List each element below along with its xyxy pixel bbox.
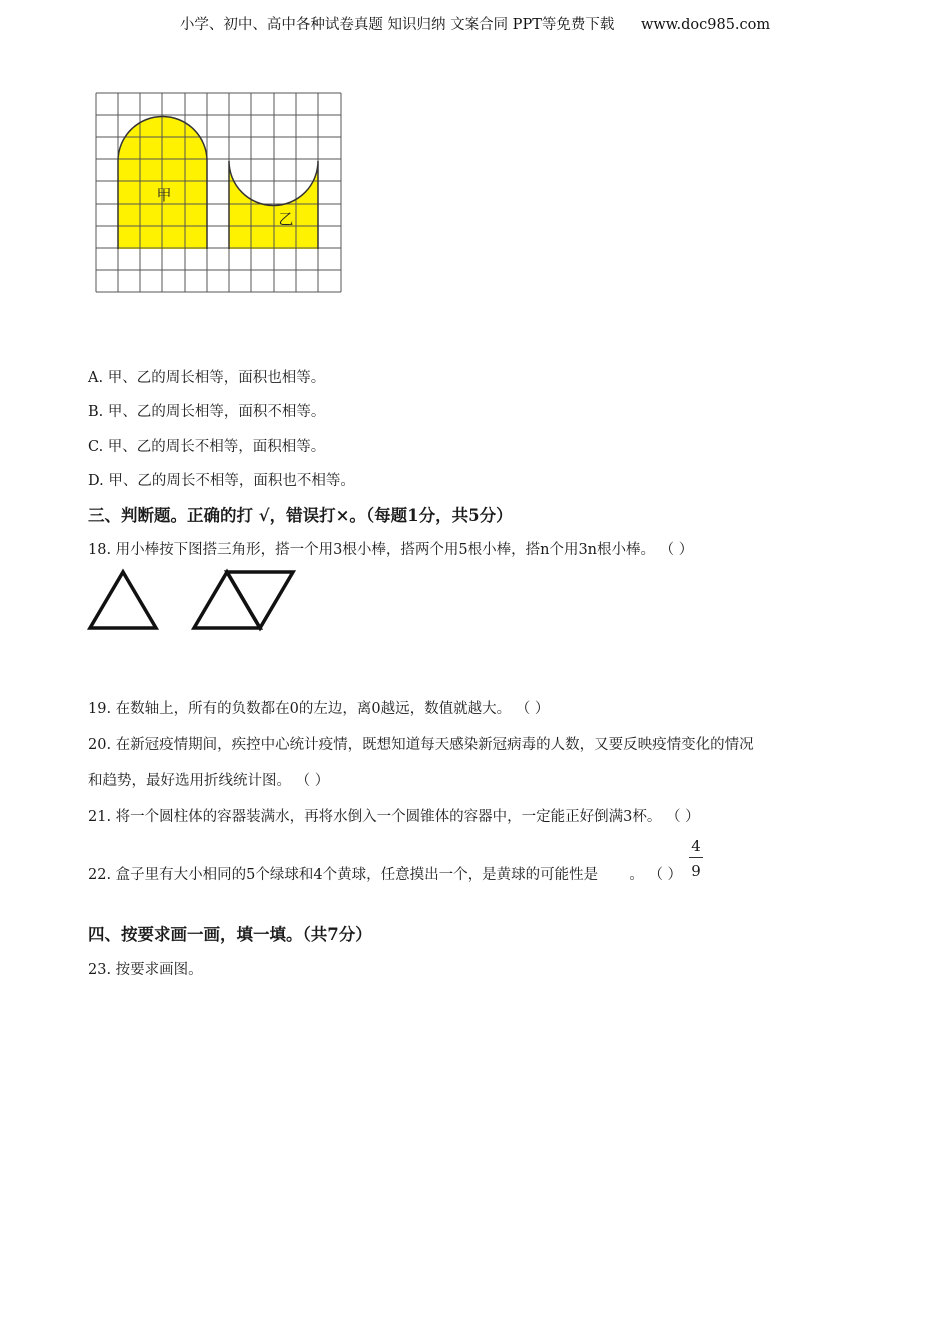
question-20-line2	[88, 769, 329, 790]
grid-figure	[94, 91, 344, 296]
answer-paren-22[interactable]: （ ）	[648, 867, 683, 883]
option-b: B. 甲、乙的周长相等，面积不相等。	[88, 404, 326, 420]
fraction-denominator: 9	[691, 862, 701, 880]
section-3-title: 三、判断题。正确的打 √，错误打×。（每题1分，共5分）	[88, 506, 513, 525]
page-header	[0, 13, 950, 34]
label-jia: 甲	[156, 186, 172, 204]
answer-paren-20[interactable]: （ ）	[295, 773, 330, 789]
triangles-figure	[86, 566, 301, 636]
question-18	[88, 538, 693, 559]
question-19-text: 19. 在数轴上，所有的负数都在0的左边，离0越远，数值就越大。	[88, 701, 512, 717]
question-22	[88, 863, 682, 884]
fraction-bar	[689, 857, 703, 858]
question-21-text: 21. 将一个圆柱体的容器装满水，再将水倒入一个圆锥体的容器中，一定能正好倒满3杯。	[88, 809, 662, 825]
answer-paren-18[interactable]: （ ）	[659, 542, 694, 558]
question-18-text: 18. 用小棒按下图搭三角形，搭一个用3根小棒，搭两个用5根小棒，搭n个用3n根小棒。	[88, 542, 656, 558]
question-23: 23. 按要求画图。	[88, 962, 203, 978]
answer-paren-21[interactable]: （ ）	[666, 809, 700, 825]
question-20-text: 和趋势，最好选用折线统计图。	[88, 773, 291, 789]
label-yi: 乙	[278, 210, 294, 228]
double-triangle	[194, 572, 293, 628]
header-text: 小学、初中、高中各种试卷真题 知识归纳 文案合同 PPT等免费下载	[179, 17, 615, 33]
question-22-text: 22. 盒子里有大小相同的5个绿球和4个黄球，任意摸出一个，是黄球的可能性是	[88, 867, 599, 883]
question-20-line1: 20. 在新冠疫情期间，疾控中心统计疫情，既想知道每天感染新冠病毒的人数，又要反映疫情变化的情况	[88, 737, 754, 753]
question-22-after: 。	[629, 867, 644, 883]
header-site: www.doc985.com	[640, 17, 771, 33]
answer-paren-19[interactable]: （ ）	[515, 701, 550, 717]
option-a: A. 甲、乙的周长相等，面积也相等。	[88, 370, 326, 386]
option-d: D. 甲、乙的周长不相等，面积也不相等。	[88, 473, 355, 489]
question-21	[88, 805, 700, 826]
section-4-title: 四、按要求画一画，填一填。（共7分）	[88, 925, 372, 944]
question-19	[88, 697, 549, 718]
single-triangle	[90, 572, 156, 628]
option-c: C. 甲、乙的周长不相等，面积相等。	[88, 439, 326, 455]
fraction-numerator: 4	[691, 837, 701, 855]
